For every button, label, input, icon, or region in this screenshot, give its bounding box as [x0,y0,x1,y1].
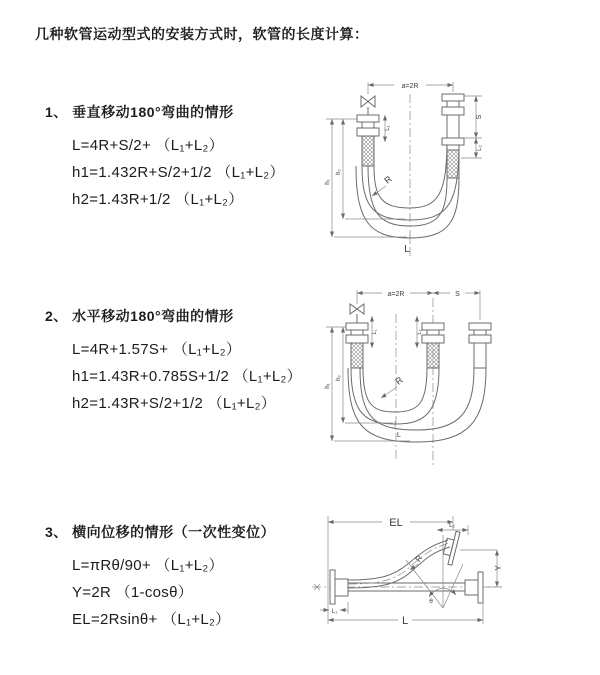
radius-label: R [413,553,425,564]
valve-icon [368,96,375,107]
formula-line: EL=2Rsinθ+ （L₁+L₂） [72,611,231,628]
flange-plate [478,572,483,603]
dim-label-el: EL [389,517,403,529]
formula-line: h1=1.43R+0.785S+1/2 （L₁+L₂） [72,368,302,385]
dim-label-l1: L₁ [331,609,338,615]
formula-line: L=4R+1.57S+ （L₁+L₂） [72,341,242,358]
hose-curve [348,540,448,580]
flange-fitting [447,101,459,107]
hose-centerline [348,543,449,584]
braided-hose-section [351,343,363,368]
braided-hose-section [362,136,374,166]
dim-label-l1: L₁ [385,125,391,131]
flange-fitting [422,323,444,330]
section-2-formulas [72,336,302,417]
dim-label-s: S [455,291,460,298]
dim-label-l2: L₂ [477,145,483,151]
valve-icon [357,304,364,314]
hose-curve [363,368,427,412]
section-1-heading: 1、 垂直移动180°弯曲的情形 [45,104,234,120]
flange-fitting [357,115,379,122]
dim-label-y: Y [494,565,503,571]
radius-construction-line [406,560,443,608]
section-lateral-displacement [45,522,275,633]
flange-fitting [362,122,374,128]
flange-fitting [346,335,368,343]
diagram-vertical-180-bend [310,70,595,262]
hose-section [474,343,486,368]
dim-label-h1: h₁ [325,383,331,389]
dim-label-l: L [397,432,401,439]
flange-fitting [442,138,464,145]
flange-fitting [346,323,368,330]
section-vertical-180 [45,102,285,213]
diagram-horizontal-180-bend [310,278,595,474]
dim-label-h2: h₂ [336,375,342,381]
flange-fitting [422,335,444,343]
radius-construction-line [443,564,463,608]
hose-curve [348,547,450,588]
hose-curve [348,368,486,442]
flange-fitting [474,330,486,335]
section-3-heading: 3、 横向位移的情形（一次性变位） [45,524,276,540]
section-1-formulas [72,132,285,213]
dim-label-a2r: a=2R [401,83,419,90]
angle-label: θ [429,598,433,605]
flange-fitting [351,330,363,335]
flange-plate [330,570,335,604]
dim-label-l: L [401,615,409,627]
radius-leader-line [381,387,397,398]
radius-label: R [393,374,405,387]
formula-line: h2=1.43R+1/2 （L₁+L₂） [72,191,244,208]
tilted-flange [441,530,460,566]
flange-fitting [357,128,379,136]
flange-hub [335,579,348,596]
page-title: 几种软管运动型式的安装方式时，软管的长度计算： [35,26,369,42]
dim-label-l1: L₁ [372,329,378,335]
formula-line: L=4R+S/2+ （L₁+L₂） [72,137,224,154]
dim-label-l: L [404,244,410,255]
formula-line: h2=1.43R+S/2+1/2 （L₁+L₂） [72,395,277,412]
dim-label-s: S [476,114,483,120]
dim-label-l2: L₂ [449,523,455,529]
formula-line: L=πRθ/90+ （L₁+L₂） [72,557,224,574]
flange-fitting [442,107,464,115]
formula-line: Y=2R （1-cosθ） [72,584,194,601]
dim-label-h2: h₂ [336,169,342,175]
dim-label-h1: h₁ [325,179,331,185]
valve-icon [350,304,357,314]
section-3-formulas [72,552,275,633]
dim-label-l2: L₂ [417,329,423,335]
section-horizontal-180 [45,306,302,417]
section-2-heading: 2、 水平移动180°弯曲的情形 [45,308,234,324]
flange-fitting [442,94,464,101]
formula-line: h1=1.432R+S/2+1/2 （L₁+L₂） [72,164,285,181]
hose-curve [356,166,459,238]
flange-fitting [427,330,439,335]
hose-curve [374,140,447,208]
flange-fitting [469,323,491,330]
radius-label: R [382,173,394,186]
flange-fitting [447,145,459,150]
braided-hose-section [427,343,439,368]
valve-icon [361,96,368,107]
flange-hub [465,580,478,595]
flange-fitting [469,335,491,343]
braided-hose-section [447,150,459,178]
dim-label-a2r: a=2R [387,291,405,298]
diagram-lateral-displacement [300,502,595,660]
